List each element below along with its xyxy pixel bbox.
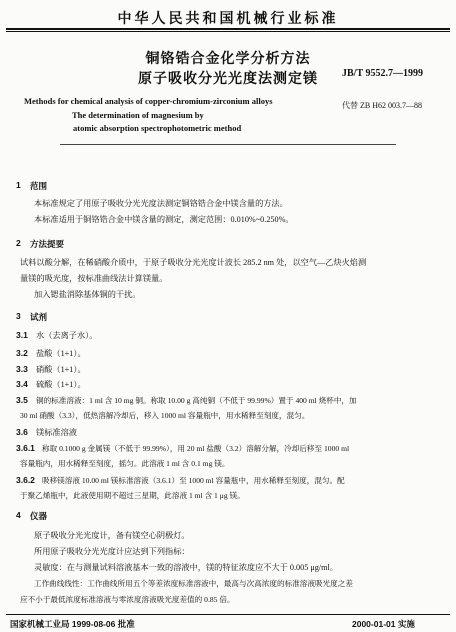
s4-line-2: 所用原子吸收分光光度计应达到下列指标：	[34, 547, 190, 556]
item-3-4-text: 硫酸（1+1）。	[36, 380, 86, 389]
section-1-number: 1	[16, 180, 21, 190]
replaces-standard: 代替 ZB H62 003.7—88	[342, 101, 422, 110]
item-3-6-2-number: 3.6.2	[16, 475, 35, 485]
s1-line-2: 本标准适用于铜铬锆合金中镁含量的测定，测定范围：0.010%~0.250%。	[34, 215, 294, 224]
title-line-1: 铜铬锆合金化学分析方法	[145, 50, 311, 66]
item-3-5-continued: 30 ml 硝酸（3.3），低热溶解冷却后，移入 1000 ml 容量瓶中，用水稀释至刻度，混匀。	[20, 411, 310, 420]
item-3-4-number: 3.4	[16, 379, 28, 389]
s4-line-1: 原子吸收分光光度计，备有镁空心阴极灯。	[34, 531, 190, 540]
section-2-title: 方法提要	[30, 239, 65, 249]
effective-date: 2000-01-01 实施	[352, 619, 415, 629]
item-3-3-number: 3.3	[16, 364, 28, 374]
item-3-2-text: 盐酸（1+1）。	[36, 349, 86, 358]
item-3-3-text: 硝酸（1+1）。	[36, 365, 86, 374]
header-rule-thick	[6, 28, 450, 30]
item-3-1-text: 水（去离子水）。	[36, 331, 98, 340]
standard-category-header: 中华人民共和国机械行业标准	[117, 10, 339, 26]
s4-line-5: 应不小于最低浓度标准溶液与零浓度溶液吸光度差值的 0.85 倍。	[20, 595, 235, 604]
english-title-line-2: The determination of magnesium by	[72, 110, 204, 120]
item-3-6-1-number: 3.6.1	[16, 443, 35, 453]
item-3-5-number: 3.5	[16, 395, 28, 405]
english-title-line-1: Methods for chemical analysis of copper-chromium-zirconium alloys	[24, 96, 273, 106]
section-3-number: 3	[16, 311, 21, 321]
approval-date: 国家机械工业局 1999-08-06 批准	[10, 619, 135, 629]
s1-line-1: 本标准规定了用原子吸收分光光度法测定铜铬锆合金中镁含量的方法。	[34, 199, 288, 208]
section-1-title: 范围	[30, 181, 48, 191]
standard-number: JB/T 9552.7—1999	[342, 68, 423, 79]
section-4-title: 仪器	[30, 511, 48, 521]
item-3-6-2-text: 吸移镁溶液 10.00 ml 镁标准溶液（3.6.1）至 1000 ml 容量瓶中，用水稀释至刻度，混匀。配	[42, 476, 345, 485]
section-4-number: 4	[16, 510, 21, 520]
item-3-6-2-continued: 于聚乙烯瓶中，此液使用期不超过三星期，此溶液 1 ml 含 1 μg 镁。	[20, 491, 245, 500]
title-line-2: 原子吸收分光光度法测定镁	[138, 70, 318, 86]
item-3-6-number: 3.6	[16, 427, 28, 437]
s4-line-4: 工作曲线线性：工作曲线所用五个等差浓度标准溶液中，最高与次高浓度的标准溶液吸光度之差	[34, 579, 353, 588]
item-3-6-text: 镁标准溶液	[36, 428, 77, 437]
header-rule-thin	[6, 31, 450, 32]
s2-line-2: 量镁的吸光度，按标准曲线法计算镁量。	[20, 274, 168, 283]
title-divider	[60, 144, 396, 145]
s4-line-3: 灵敏度：在与测量试料溶液基本一致的溶液中，镁的特征浓度应不大于 0.005 μg/ml。	[34, 563, 338, 572]
item-3-6-1-text: 称取 0.1000 g 金属镁（不低于 99.99%），用 20 ml 盐酸（3.2）溶解分解，冷却后移至 1000 ml	[42, 444, 350, 453]
item-3-1-number: 3.1	[16, 330, 28, 340]
item-3-6-1-continued: 容量瓶内，用水稀释至刻度，摇匀。此溶液 1 ml 含 0.1 mg 镁。	[20, 459, 230, 468]
section-2-number: 2	[16, 238, 21, 248]
item-3-5-text: 铜的标准溶液：1 ml 含 10 mg 铜。称取 10.00 g 高纯铜（不低于 99.99%）置于 400 ml 烧杯中，加	[36, 396, 357, 405]
item-3-2-number: 3.2	[16, 348, 28, 358]
s2-line-1: 试料以酸分解，在稀硝酸介质中，于原子吸收分光光度计波长 285.2 nm 处，以空气—乙炔火焰测	[20, 258, 367, 267]
section-3-title: 试剂	[30, 312, 48, 322]
footer-rule	[6, 614, 450, 615]
english-title-line-3: atomic absorption spectrophotometric method	[73, 123, 242, 133]
s2-line-3: 加入锶盐消除基体铜的干扰。	[34, 290, 141, 299]
